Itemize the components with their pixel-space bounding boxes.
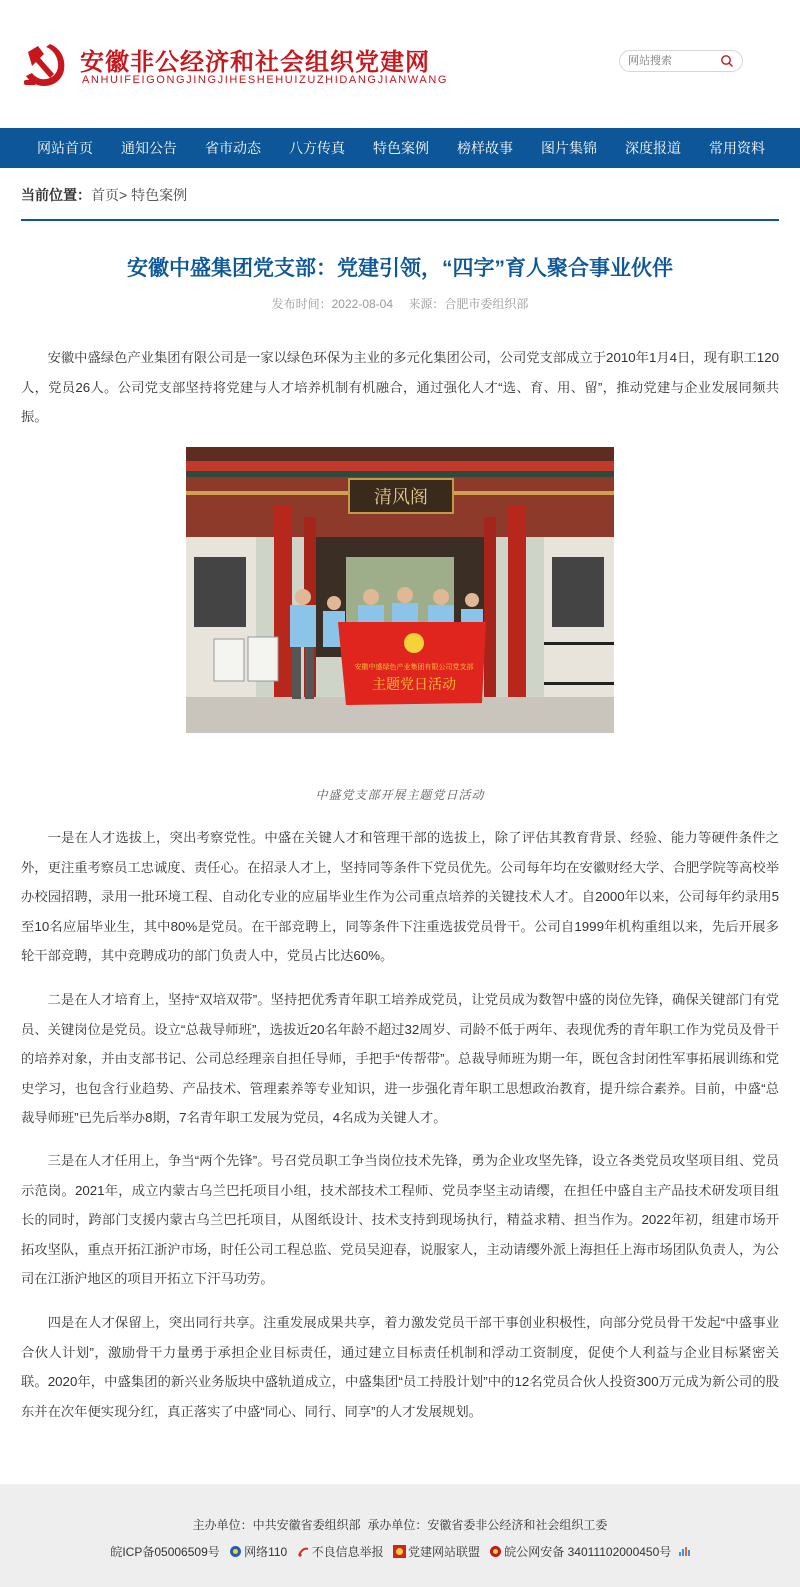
site-pinyin: ANHUIFEIGONGJINGJIHESHEHUIZUZHIDANGJIANWANG: [82, 74, 449, 86]
photo-plaque-text: 清风阁: [374, 487, 428, 508]
breadcrumb: [21, 185, 187, 205]
nav-item-notices[interactable]: 通知公告: [121, 140, 177, 156]
article-meta: [0, 295, 800, 312]
site-title[interactable]: 安徽非公经济和社会组织党建网: [80, 49, 430, 76]
publish-date: 2022-08-04: [331, 297, 394, 311]
breadcrumb-home-link[interactable]: 首页: [91, 187, 119, 203]
nav-item-province[interactable]: 省市动态: [205, 140, 261, 156]
nav-item-cases[interactable]: 特色案例: [373, 140, 429, 156]
nav-item-reports[interactable]: 深度报道: [625, 140, 681, 156]
footer-links: [0, 1543, 800, 1560]
report-link[interactable]: [297, 1543, 384, 1560]
sponsor-name: 中共安徽省委组织部: [252, 1518, 361, 1532]
report-icon: [297, 1545, 310, 1558]
organizer-name: 安徽省委非公经济和社会组织工委: [427, 1518, 608, 1532]
article-intro: 安徽中盛绿色产业集团有限公司是一家以绿色环保为主业的多元化集团公司，公司党支部成立于2010年1月4日，现有职工120人，党员26人。公司党支部坚持将党建与人才培养机制有机融合，通过强化人才“选、育、用、留”，推动党建与企业发展同频共振。: [21, 350, 779, 424]
nav-item-stories[interactable]: 榜样故事: [457, 140, 513, 156]
photo-caption: 中盛党支部开展主题党日活动: [315, 788, 485, 802]
police-badge-icon: [229, 1545, 242, 1558]
article-paragraph: 二是在人才培育上，坚持“双培双带”。坚持把优秀青年职工培养成党员，让党员成为数智中盛的岗位先锋，确保关键部门有党员、关键岗位是党员。设立“总裁导师班”，选拔近20名年龄不超过32周岁、司龄不低于两年、表现优秀的青年职工作为党员及骨干的培养对象，并由支部书记、公司总经理亲自担任导师，手把手“传帮带”。总裁导师班为期一年，既包含封闭性军事拓展训练和党史学习，也包含行业趋势、产品技术、管理素养等专业知识，进一步强化青年职工思想政治教育，提升综合素养。目前，中盛“总裁导师班”已先后举办8期，7名青年职工发展为党员，4名成为关键人才。: [21, 992, 779, 1125]
party-emblem-icon: [393, 1545, 406, 1558]
article-source: 合肥市委组织部: [444, 297, 529, 311]
breadcrumb-label: 当前位置：: [21, 187, 91, 203]
photo-banner-line2: 主题党日活动: [372, 677, 456, 693]
photo-banner-line1: 安徽中盛绿色产业集团有限公司党支部: [354, 663, 474, 671]
site-header: [0, 0, 800, 128]
party-emblem-logo[interactable]: [20, 40, 70, 90]
network-110-link[interactable]: [229, 1543, 287, 1560]
article-paragraph: 一是在人才选拔上，突出考察党性。中盛在关键人才和管理干部的选拔上，除了评估其教育背景、经验、能力等硬件条件之外，更注重考察员工忠诚度、责任心。在招录人才上，坚持同等条件下党员优先。公司每年均在安徽财经大学、合肥学院等高校举办校园招聘，录用一批环境工程、自动化专业的应届毕业生作为公司重点培养的关键技术人才。自2000年以来，公司每年约录用5至10名应届毕业生，其中80%是党员。在干部竞聘上，同等条件下注重选拔党员骨干。公司自1999年机构重组以来，先后开展多轮干部竞聘，其中竞聘成功的部门负责人中，党员占比达60%。: [21, 830, 779, 963]
public-security-record-label: 皖公网安备 34011102000450号: [504, 1545, 672, 1559]
article-paragraph: 三是在人才任用上，争当“两个先锋”。号召党员职工争当岗位技术先锋，勇为企业攻坚先锋，设立各类党员攻坚项目组、党员示范岗。2021年，成立内蒙古乌兰巴托项目小组，技术部技术工程师、党员李坚主动请缨，在担任中盛自主产品技术研发项目组长的同时，跨部门支援内蒙古乌兰巴托项目，从图纸设计、技术支持到现场执行，精益求精、担当作为。2022年初，组建市场开拓攻坚队，重点开拓江浙沪市场，时任公司工程总监、党员吴迎春，说服家人，主动请缨外派上海担任上海市场团队负责人，为公司在江浙沪地区的项目开拓立下汗马功劳。: [21, 1153, 779, 1286]
sponsor-label: 主办单位：: [192, 1518, 253, 1532]
publish-label: 发布时间：: [271, 297, 332, 311]
organizer-label: 承办单位：: [367, 1518, 428, 1532]
source-label: 来源：: [408, 297, 445, 311]
search-icon[interactable]: [720, 54, 734, 68]
nav-item-gallery[interactable]: 图片集锦: [541, 140, 597, 156]
breadcrumb-current-link[interactable]: 特色案例: [131, 187, 188, 203]
police-shield-icon: [489, 1545, 502, 1558]
footer-organizers: [0, 1516, 800, 1533]
breadcrumb-separator: >: [119, 187, 128, 203]
report-label: 不良信息举报: [311, 1545, 384, 1559]
search-box[interactable]: [619, 50, 743, 72]
party-sites-alliance-label: 党建网站联盟: [407, 1545, 480, 1559]
nav-item-fax[interactable]: 八方传真: [289, 140, 345, 156]
icp-link[interactable]: 皖ICP备05006509号: [110, 1545, 220, 1559]
network-110-label: 网络110: [244, 1545, 288, 1559]
nav-item-resources[interactable]: 常用资料: [709, 140, 765, 156]
article-photo: [186, 447, 614, 733]
article-title: 安徽中盛集团党支部：党建引领，“四字”育人聚合事业伙伴: [127, 257, 673, 280]
site-footer: [0, 1484, 800, 1587]
public-security-record-link[interactable]: [489, 1543, 671, 1560]
statistics-icon[interactable]: [678, 1544, 691, 1557]
breadcrumb-divider: [21, 219, 779, 221]
article-paragraph: 四是在人才保留上，突出同行共享。注重发展成果共享，着力激发党员干部干事创业积极性，向部分党员骨干发起“中盛事业合伙人计划”，激励骨干力量勇于承担企业目标责任，通过建立目标责任机制和浮动工资制度，促使个人利益与企业目标紧密关联。2020年，中盛集团的新兴业务版块中盛轨道成立，中盛集团“员工持股计划”中的12名党员合伙人投资300万元成为新公司的股东并在次年便实现分红，真正落实了中盛“同心、同行、同享”的人才发展规划。: [21, 1315, 779, 1419]
search-input[interactable]: [628, 53, 718, 69]
nav-item-home[interactable]: 网站首页: [37, 140, 93, 156]
main-nav: [0, 128, 800, 168]
party-sites-alliance-link[interactable]: [393, 1543, 480, 1560]
